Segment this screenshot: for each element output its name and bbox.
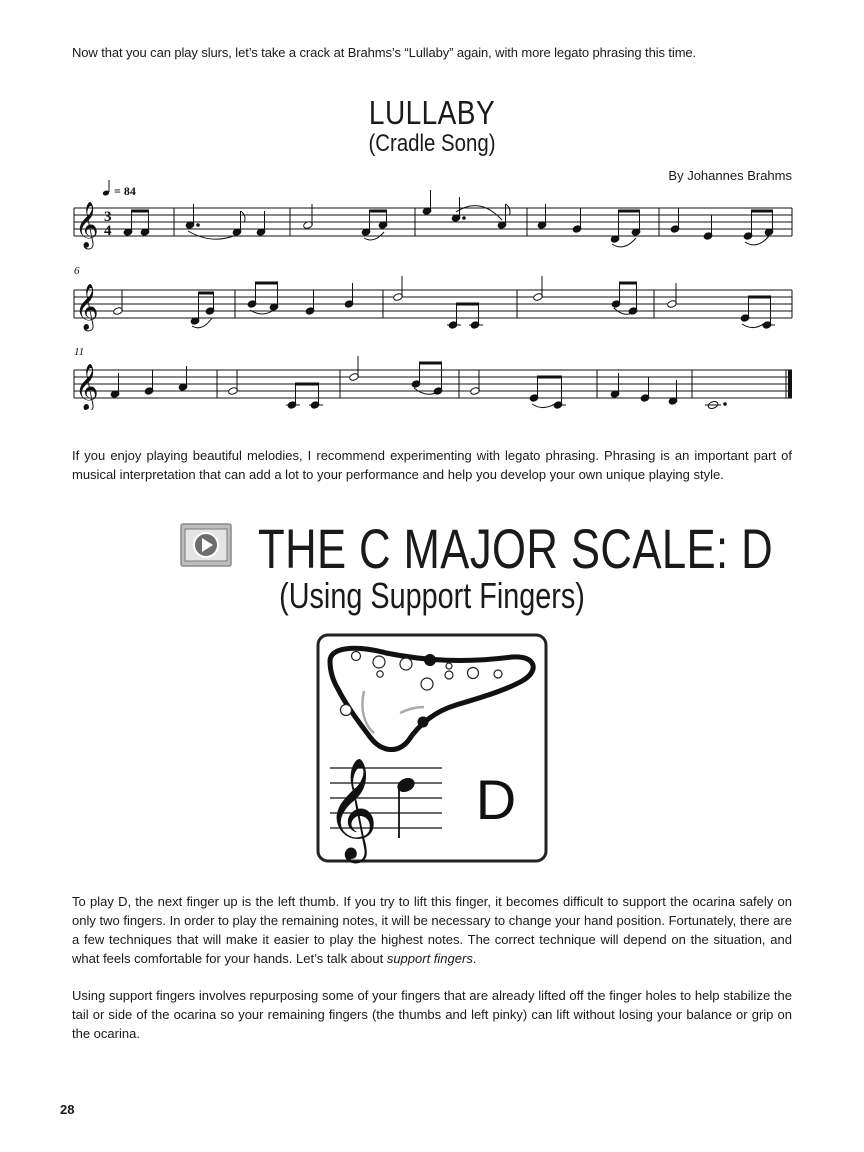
fingering-chart bbox=[316, 633, 548, 865]
staff-3-notes bbox=[110, 356, 726, 410]
play-video-icon[interactable] bbox=[180, 523, 232, 567]
section-title: THE C MAJOR SCALE: D bbox=[258, 517, 774, 580]
paragraph-support-fingers-intro bbox=[72, 892, 792, 968]
paragraph-legato: If you enjoy playing beautiful melodies, I recommend experimenting with legato phrasing. Phrasing is an important part of musical interpretation that can add a lot to your performance and help you develop your own unique playing style. bbox=[72, 448, 792, 482]
treble-clef-icon: 𝄞 bbox=[75, 202, 99, 248]
emphasis-term: support fingers bbox=[386, 951, 473, 966]
measure-number: 11 bbox=[74, 346, 85, 358]
paragraph-text: To play D, the next finger up is the left thumb. If you try to lift this finger, it becomes difficult to support the ocarina safely on only two fingers. In order to play the remaining notes, it will be necessary to change your hand position. Fortunately, there are a few techniques that will make it easier to play the highest notes. The correct technique will depend on the situation, and what feels comfortable for your hands. Let’s talk about bbox=[72, 894, 792, 966]
note-label: D bbox=[475, 768, 517, 831]
time-signature-bottom: 4 bbox=[104, 223, 112, 239]
staff-2 bbox=[74, 290, 792, 318]
tempo-marking bbox=[102, 180, 136, 198]
staff-1 bbox=[74, 208, 792, 236]
treble-clef-icon: 𝄞 bbox=[75, 364, 99, 410]
staff-1-notes bbox=[123, 190, 774, 247]
paragraph-text: . bbox=[472, 951, 477, 966]
composer-credit: By Johannes Brahms bbox=[668, 168, 792, 183]
intro-text: Now that you can play slurs, let’s take a crack at Brahms’s “Lullaby” again, with more legato phrasing this time. bbox=[72, 45, 697, 60]
treble-clef-icon: 𝄞 bbox=[326, 756, 379, 859]
song-title: LULLABY bbox=[368, 94, 496, 131]
treble-clef-icon: 𝄞 bbox=[75, 284, 99, 330]
song-subtitle: (Cradle Song) bbox=[368, 130, 496, 157]
sheet-music bbox=[70, 180, 796, 410]
tempo-text: = 84 bbox=[114, 184, 136, 198]
paragraph-support-fingers-detail: Using support fingers involves repurposing some of your fingers that are already lifted off the finger holes to help stabilize the tail or side of the ocarina so your remaining fingers (the thumbs and left pinky) can lift without losing your balance or grip on the ocarina. bbox=[72, 988, 792, 1041]
page-number: 28 bbox=[60, 1102, 75, 1117]
section-subtitle: (Using Support Fingers) bbox=[279, 575, 585, 616]
staff-2-notes bbox=[113, 276, 775, 329]
measure-number: 6 bbox=[74, 265, 80, 277]
final-barline bbox=[788, 370, 792, 398]
time-signature-top: 3 bbox=[104, 209, 112, 225]
